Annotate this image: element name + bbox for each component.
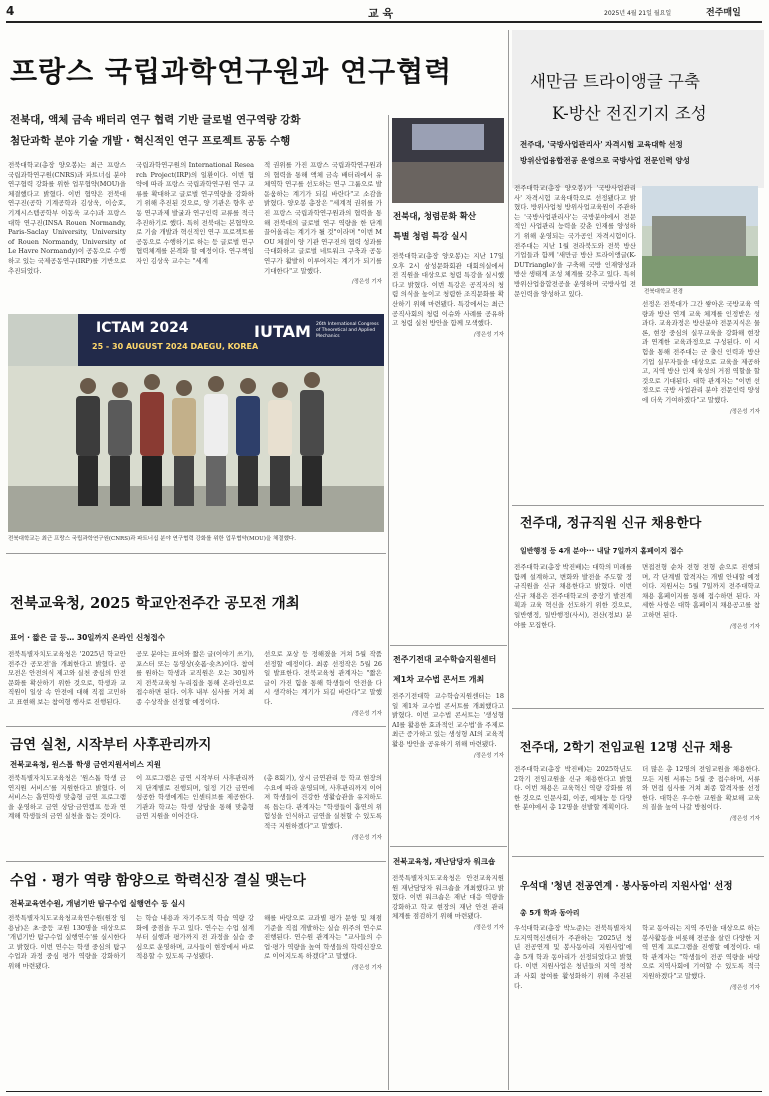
mid-bottom-byline: /정은성 기자 <box>473 924 504 931</box>
header-rule <box>6 21 762 23</box>
training-byline: /정은성 기자 <box>351 964 382 971</box>
safety-headline: 전북교육청, 2025 학교안전주간 공모전 개최 <box>10 595 300 612</box>
right-top-photo-caption: 전북대학교 전경 <box>644 289 683 295</box>
left-rule-1 <box>6 553 386 554</box>
mid-article-sub: 제1차 교수법 콘서트 개최 <box>393 675 485 684</box>
banner-dates: 25 - 30 AUGUST 2024 DAEGU, KOREA <box>92 342 259 351</box>
mid-rule-1 <box>390 645 507 646</box>
training-sub: 전북교육연수원, 개념기반 탐구수업 실행연수 등 실시 <box>10 899 186 908</box>
training-col3: 해를 바탕으로 교과별 평가 문항 및 채점 기준을 직접 개발하는 실습 위주의 연수로 진행된다. 연수원 관계자는 "교사들의 수업·평가 역량을 높여 학생들의 학력신장으로 이어지도록 하겠다"고 말했다. /정은성 기자 <box>264 914 382 1086</box>
woosuk-sub: 총 5개 학과 동아리 <box>520 909 580 917</box>
smoking-col1: 전북특별자치도교육청은 '원스톱 학생 금연지원 서비스'를 지원한다고 밝혔다. 이 서비스는 흡연학생 맞춤형 금연 프로그램을 운영하고 금연 상담·금연캠프 등과 연계해 학생들의 금연 실천을 돕는 것이다. <box>8 774 126 821</box>
banner-title: ICTAM 2024 <box>96 320 189 336</box>
mid-bottom-body: 전북특별자치도교육청은 안전교육지원원 재난담당자 워크숍을 개최했다고 밝혔다. 이번 워크숍은 재난 대응 역량을 강화하고 학교 현장의 재난 안전 관리 체계를 점검하기 위해 마련됐다. /정은성 기자 <box>392 874 504 1082</box>
banner-logo: IUTAM <box>254 322 311 341</box>
mid-rule-2 <box>390 846 507 847</box>
lead-headline: 프랑스 국립과학연구원과 연구협력 <box>10 55 453 88</box>
lawn <box>642 256 758 286</box>
lead-photo <box>8 314 384 532</box>
mid-photo-audience <box>392 162 504 203</box>
page-number: 4 <box>6 4 15 18</box>
mid-article-byline: /정은성 기자 <box>473 752 504 759</box>
mid-bottom-headline: 전북교육청, 재난담당자 워크숍 <box>393 857 496 866</box>
mid-photo-headline-1: 전북대, 청렴문화 확산 <box>393 212 477 222</box>
faculty-col1: 전주대학교(총장 박진배)는 2025학년도 2학기 전임교원을 신규 채용한다고 밝혔다. 이번 채용은 교육혁신 역량 강화를 위한 것으로 인문사회, 이공, 예체능 등 다양한 분야에서 총 12명을 선발할 계획이다. <box>514 765 632 812</box>
smoking-col2: 이 프로그램은 금연 시작부터 사후관리까지 단계별로 진행되며, 일정 기간 금연에 성공한 학생에게는 인센티브를 제공한다. 기관과 학교는 학생 상담을 통해 맞춤형 금연 지원을 이어간다. <box>136 774 254 821</box>
lead-body-col1: 전북대학교(총장 양오봉)는 최근 프랑스 국립과학연구원(CNRS)과 파트너십 분야 연구협력 강화를 위한 업무협약(MOU)을 체결했다고 밝혔다. 이번 협약은 전북대 연구진(공학 기계공학과 김상욱, 이승호, 기계시스템공학부 이동욱 교수)과 프랑스 대학 연구진(INSA Rouen Normandy, Paris-Saclay University, University of Rouen Normandy, University of Le Havre Normandy)이 공동으로 수행하고 있는 국제공동연구(IRP)를 기반으로 추진되었다. <box>8 161 126 275</box>
woosuk-col1: 우석대학교(총장 박노준)는 전북특별자치도지역혁신센터가 주관하는 '2025년 청년 전공연계 및 봉사동아리 지원사업'에 총 5개 학과 동아리가 선정되었다고 밝혔다. 이번 지원사업은 청년들의 지역 정착과 사회 참여를 활성화하기 위해 추진된다. <box>514 924 632 990</box>
left-rule-2 <box>6 726 386 727</box>
hiring-col2: 면접전형 순차 전형 전형 순으로 진행되며, 각 단계별 합격자는 개별 안내할 예정이다. 지원서는 5월 7일까지 전주대학교 채용 홈페이지를 통해 접수하면 된다. 자세한 사항은 대학 홈페이지 채용공고를 참고하면 된다. /정은성 기자 <box>642 563 760 703</box>
faculty-col2: 더 많은 총 12명의 전임교원을 채용한다. 모든 지원 서류는 5월 중 접수하며, 서류와 면접 심사를 거쳐 최종 합격자를 선정한다. 대학은 우수한 교원을 확보해 교육의 질을 높여 나갈 방침이다. /정은성 기자 <box>642 765 760 851</box>
mid-photo-body: 전북대학교(총장 양오봉)는 지난 17일 오후 2시 삼성문화회관 대회의실에서 전 직원을 대상으로 청렴 특강을 실시했다고 밝혔다. 이번 특강은 공직자의 청렴 의식을 높이고 청렴한 조직문화를 확산하기 위해 마련됐다. 특강에서는 최근 공직사회의 청렴 이슈와 사례를 공유하고 청렴 실천 방안을 함께 모색했다. /정은성 기자 <box>392 252 504 642</box>
safety-col2: 공모 분야는 표어와 짧은 글(이야기 쓰기), 포스터 또는 동영상(숏폼·숏츠)이다. 참여를 원하는 학생과 교직원은 오는 30일까지 전북교육청 누리집을 통해 온라인으로 접수하면 된다. 이후 내부 심사를 거쳐 최종 수상작을 선정할 예정이다. <box>136 650 254 706</box>
training-col2: 는 학습 내용과 자기주도적 학습 역량 강화에 중점을 두고 있다. 연수는 수업 설계부터 실행과 평가까지 전 과정을 실습 중심으로 운영하며, 교사들이 현장에서 바로 적용할 수 있도록 구성됐다. <box>136 914 254 961</box>
woosuk-byline: /정은성 기자 <box>729 984 760 991</box>
safety-byline: /정은성 기자 <box>351 710 382 717</box>
section-title: 교 육 <box>368 7 394 20</box>
right-top-byline: /정은성 기자 <box>729 408 760 415</box>
lead-photo-caption: 전북대학교는 최근 프랑스 국립과학연구원(CNRS)과 파트너십 분야 연구협력 강화를 위한 업무협약(MOU)을 체결했다. <box>8 536 296 542</box>
lead-subheadline-2: 첨단과학 분야 기술 개발 · 혁신적인 연구 프로젝트 공동 수행 <box>10 135 291 147</box>
mid-photo <box>392 118 504 203</box>
right-top-sub-1: 전주대, '국방사업관리사' 자격시험 교육대학 선정 <box>520 140 683 149</box>
col-sep-lead-right <box>508 30 509 1090</box>
smoking-sub: 전북교육청, 원스톱 학생 금연지원서비스 지원 <box>10 760 161 769</box>
hiring-col1: 전주대학교(총장 박진배)는 대학의 미래를 함께 설계하고, 변화와 발전을 주도할 정규직원을 신규 채용한다고 밝혔다. 이번 신규 채용은 전주대학교의 중장기 발전계획과 교육 혁신을 선도하기 위한 것으로, 일반행정, 일반행정(사서), 전산(정보) 분야를 모집한다. <box>514 563 632 629</box>
safety-sub: 표어 · 짧은 글 등… 30일까지 온라인 신청접수 <box>10 633 165 642</box>
group-figures <box>8 314 384 532</box>
faculty-headline: 전주대, 2학기 전임교원 12명 신규 채용 <box>520 740 733 754</box>
masthead <box>6 4 762 21</box>
mid-photo-headline-2: 특별 청렴 특강 실시 <box>393 232 468 242</box>
newspaper-name: 전주매일 <box>706 8 741 18</box>
mid-photo-screen <box>412 124 484 150</box>
footer-rule <box>6 1091 762 1092</box>
smoking-byline: /정은성 기자 <box>351 834 382 841</box>
faculty-byline: /정은성 기자 <box>729 815 760 822</box>
hiring-headline: 전주대, 정규직원 신규 채용한다 <box>520 516 702 531</box>
right-rule-2 <box>512 708 764 709</box>
woosuk-headline: 우석대 '청년 전공연계 · 봉사동아리 지원사업' 선정 <box>520 881 733 892</box>
mid-photo-byline: /정은성 기자 <box>473 331 504 338</box>
woosuk-col2: 학교 동아리는 지역 주민을 대상으로 하는 봉사활동을 비롯해 전공을 살린 다양한 지역 연계 프로그램을 진행할 예정이다. 대학 관계자는 "학생들이 전공 역량을 바탕으로 지역사회에 기여할 수 있도록 적극 지원하겠다"고 말했다. /정은성 기자 <box>642 924 760 1088</box>
right-top-col2: 선정은 전북대가 그간 쌓아온 국방교육 역량과 방산 연계 교육 체계를 인정받은 성과다. 교육과정은 방산분야 전문지식은 물론, 현장 중심의 실무교육을 강화해 현장과 연계한 교육과정으로 구성된다. 이 시험을 통해 전주대는 군 출신 인력과 방산기업 실무자들을 대상으로 교육을 제공하고, 지역 방산 인재 육성의 거점 역할을 할 것으로 기대된다. 대학 관계자는 "이번 선정으로 국방 사업관리 분야 전문인력 양성에 더욱 기여하겠다"고 말했다. /정은성 기자 <box>642 300 760 502</box>
left-rule-3 <box>6 861 386 862</box>
hiring-sub: 일반행정 등 4개 분야··· 내달 7일까지 홈페이지 접수 <box>520 547 684 555</box>
issue-date: 2025년 4월 21일 월요일 <box>604 10 672 17</box>
building-block <box>652 216 746 256</box>
right-top-photo <box>642 186 758 286</box>
lead-body-col3: 적 권위를 가진 프랑스 국립과학연구원과의 협력을 통해 액체 금속 배터리에서 유체역학 연구를 선도하는 연구 그룹으로 발돋움하는 계기가 되길 바란다"고 소감을 밝혔다. 양오봉 총장은 "세계적 권위를 가진 프랑스 국립과학연구원과의 협력을 통해 전북대의 글로벌 연구 역량을 한 단계 끌어올리는 계기가 될 것"이라며 "이번 MOU 체결이 양 기관 연구진의 협력 성과를 극대화하고 글로벌 네트워크 구축과 공동 연구가 활발히 이루어지는 계기가 되기를 기대한다"고 말했다. /정은성 기자 <box>264 161 382 304</box>
mid-article-headline: 전주기전대 교수학습지원센터 <box>393 655 497 664</box>
right-top-sub-2: 방위산업융합전공 운영으로 국방사업 전문인력 양성 <box>520 156 690 165</box>
right-top-col1: 전주대학교(총장 양오봉)가 '국방사업관리사' 자격시험 교육대학으로 선정됐다고 밝혔다. 방위사업청 방위사업교육원이 주관하는 '국방사업관리사'는 국방분야에서 전문적인 사업관리 능력을 갖춘 인재를 양성하기 위해 운영되는 국가공인 자격시험이다. 전주대는 지난 1월 전라북도와 전북 방산 기업들과 함께 '새만금 방산 트라이앵글(K-DUTriangle)'을 구축해 국방 인재양성과 방산 생태계 조성 체계를 갖추고 있다. 특히 방위산업융합전공을 운영하며 국방사업 전문인력을 양성하고 있다. <box>514 184 636 298</box>
hiring-byline: /정은성 기자 <box>729 623 760 630</box>
lead-byline: /정은성 기자 <box>351 279 382 286</box>
safety-col3: 선으로 포상 등 정해졌을 거쳐 5월 작품 선정할 예정이다. 최종 선정작은 5월 26일 발표한다. 전북교육청 관계자는 "짧은 글이 가진 힘을 통해 학생들이 안전을 다시 생각하는 계기가 되길 바란다"고 말했다. /정은성 기자 <box>264 650 382 722</box>
mid-article-body: 전주기전대학 교수학습지원센터는 18일 제1차 교수법 콘서트를 개최했다고 밝혔다. 이번 교수법 콘서트는 '생성형 AI를 활용한 효과적인 교수법'을 주제로 최근 증가하고 있는 생성형 AI의 교육적 활용 방안을 공유하기 위해 마련됐다. /정은성 기자 <box>392 692 504 842</box>
training-headline: 수업 · 평가 역량 함양으로 학력신장 결실 맺는다 <box>10 873 306 889</box>
safety-col1: 전북특별자치도교육청은 '2025년 학교안전주간 공모전'을 개최한다고 밝혔다. 공모전은 안전의식 제고와 실천 중심의 안전문화를 확산하기 위한 것으로, 학생과 교직원이 일상 속 안전에 대해 직접 고민하고 표현해 보는 참여형 행사로 진행된다. <box>8 650 126 706</box>
lead-body-col2: 국립과학연구원의 International Research Project(IRP)의 일환이다. 이번 협약에 따라 프랑스 국립과학연구원 연구 교류를 확대하고 글로벌 연구역량을 강화하기 위해 추진된 것으로, 양 기관은 향후 공동 연구과제 발굴과 연구인력 교류를 적극 추진하기로 했다. 특히 전북대는 본협약으로 기술 개발과 혁신적인 연구 프로젝트를 공동으로 수행하기로 하는 등 글로벌 연구 협력체계를 본격화 할 예정이다. 연구책임자인 김상욱 교수는 "세계 <box>136 161 254 265</box>
right-top-headline-2: K-방산 전진기지 조성 <box>552 104 707 123</box>
right-top-headline-1: 새만금 트라이앵글 구축 <box>530 72 700 91</box>
lead-subheadline-1: 전북대, 액체 금속 배터리 연구 협력 기반 글로벌 연구역량 강화 <box>10 114 301 126</box>
smoking-col3: (총 8회기), 상시 금연관리 등 학교 현장의 수요에 따라 운영되며, 사후관리까지 이어져 학생들이 건강한 생활습관을 유지하도록 돕는다. 관계자는 "학생들이 흡연의 위험성을 인식하고 금연을 실천할 수 있도록 적극 지원하겠다"고 말했다. /정은성 기자 <box>264 774 382 856</box>
banner-subtitle: 26th International Congress of Theoretical and Applied Mechanics <box>316 322 379 339</box>
smoking-headline: 금연 실천, 시작부터 사후관리까지 <box>10 737 212 753</box>
training-col1: 전북특별자치도교육청교육연수원(원장 임용남)은 초·중등 교원 130명을 대상으로 '개념기반 탐구수업 실행연수'를 실시한다고 밝혔다. 이번 연수는 학생 중심의 탐구수업과 과정 중심 평가 역량을 강화하기 위해 마련됐다. <box>8 914 126 970</box>
right-rule-1 <box>512 505 764 506</box>
col-sep-mid <box>388 115 389 1090</box>
right-rule-3 <box>512 856 764 857</box>
